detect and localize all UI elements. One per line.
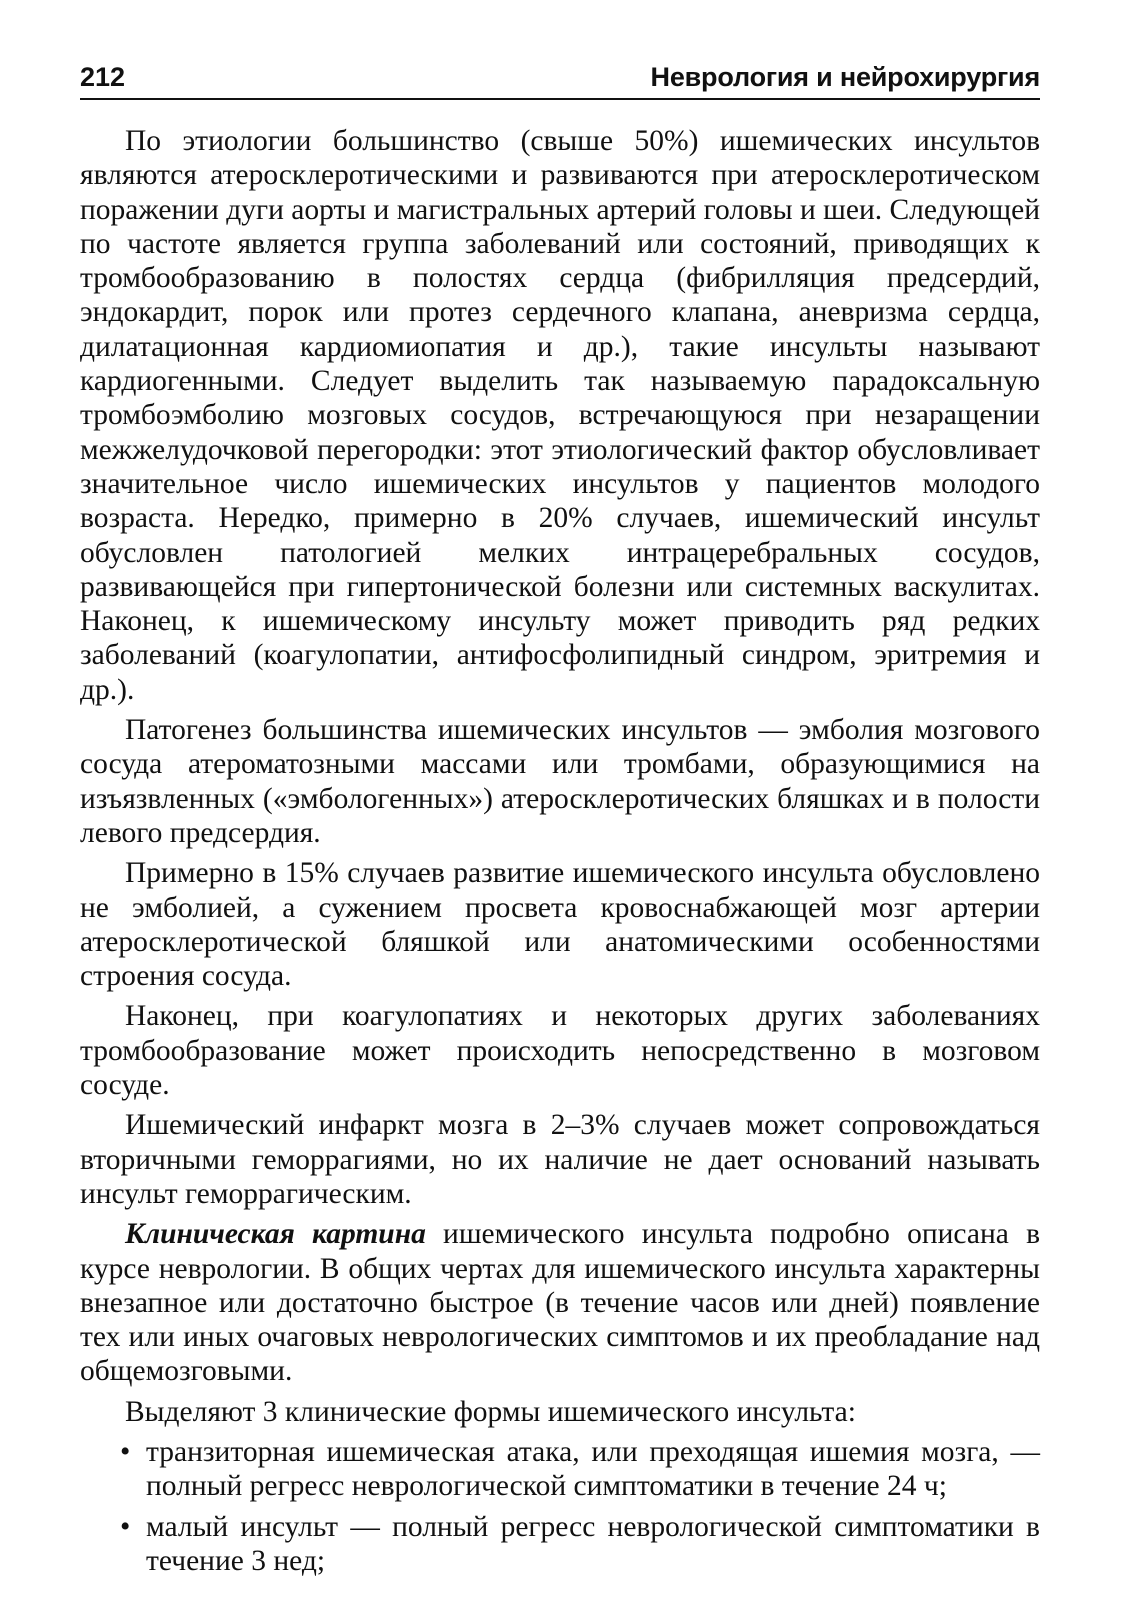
bullet-icon: • <box>120 1510 131 1543</box>
clinical-text: ишемического инсульта подробно описана в курсе неврологии. В общих чертах для ишемического инсульта характерны внезапное или достаточно быстрое (в течение часов или дней) появление тех или иных очаговых неврологических симптомов и их преобладание над общемозговыми. <box>80 1218 1041 1388</box>
paragraph-forms-intro: Выделяют 3 клинические формы ишемического инсульта: <box>125 1395 856 1428</box>
page-number: 212 <box>80 62 126 92</box>
list-item-text: транзиторная ишемическая атака, или преходящая ишемия мозга, — полный регресс неврологической симптоматики в течение 24 ч; <box>146 1435 1040 1503</box>
bullet-icon: • <box>120 1435 131 1468</box>
paragraph-pathogenesis: Патогенез большинства ишемических инсультов — эмболия мозгового сосуда атероматозными массами или тромбами, образующимися на изъязвленных («эмбологенных») атеросклеротических бляшках и в полости левого предсердия. <box>80 714 1040 849</box>
list-item <box>80 1510 1040 1579</box>
running-title: Неврология и нейрохирургия <box>650 62 1040 92</box>
list-item <box>80 1435 1040 1504</box>
paragraph-etiology: По этиологии большинство (свыше 50%) ишемических инсультов являются атеросклеротическими и развиваются при атеросклеротическом поражении дуги аорты и магистральных артерий головы и шеи. Следующей по частоте является группа заболеваний или состояний, приводящих к тромбообразованию в полостях сердца (фибрилляция предсердий, эндокардит, порок или протез сердечного клапана, аневризма сердца, дилатационная кардиомиопатия и др.), такие инсульты называют кардиогенными. Следует выделить так называемую парадоксальную тромбоэмболию мозговых сосудов, встречающуюся при незаращении межжелудочковой перегородки: этот этиологический фактор обусловливает значительное число ишемических инсультов у пациентов молодого возраста. Нередко, примерно в 20% случаев, ишемический инсульт обусловлен патологией мелких интрацеребральных сосудов, развивающейся при гипертонической болезни или системных васкулитах. Наконец, к ишемическому инсульту может приводить ряд редких заболеваний (коагулопатии, антифосфолипидный синдром, эритремия и др.). <box>80 125 1040 706</box>
page-body <box>80 124 1040 1578</box>
paragraph-hemorrhage: Ишемический инфаркт мозга в 2–3% случаев может сопровождаться вторичными геморрагиями, но их наличие не дает оснований называть инсульт геморрагическим. <box>80 1109 1040 1210</box>
clinical-emphasis: Клиническая картина <box>125 1218 426 1251</box>
list-item-text: малый инсульт — полный регресс неврологической симптоматики в течение 3 нед; <box>146 1510 1040 1577</box>
paragraph-clinical <box>80 1217 1040 1388</box>
forms-list <box>80 1435 1040 1578</box>
running-header <box>80 60 1040 100</box>
book-page <box>80 60 1040 1584</box>
paragraph-coagulopathy: Наконец, при коагулопатиях и некоторых других заболеваниях тромбообразование может происходить непосредственно в мозговом сосуде. <box>80 1000 1040 1102</box>
paragraph-stenosis: Примерно в 15% случаев развитие ишемического инсульта обусловлено не эмболией, а сужением просвета кровоснабжающей мозг артерии атеросклеротической бляшкой или анатомическими особенностями строения сосуда. <box>80 857 1040 993</box>
